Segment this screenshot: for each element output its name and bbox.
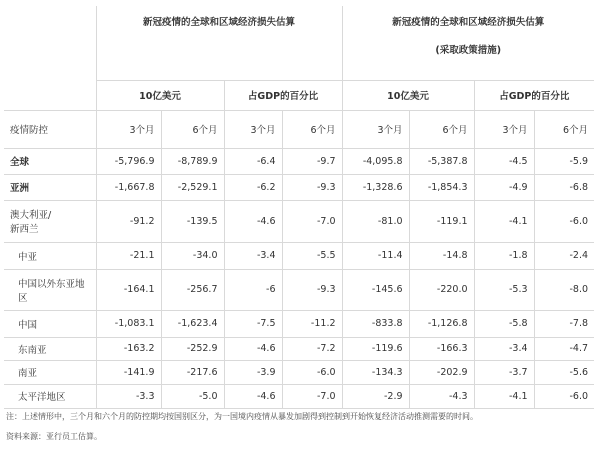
cell: -163.2: [96, 337, 161, 360]
cell: -5.8: [474, 310, 534, 337]
row-name-line1: 中国以外东亚地: [18, 278, 85, 290]
group1-usd-header: 10亿美元: [96, 80, 224, 110]
cell: -6.0: [534, 384, 594, 408]
cell: -145.6: [342, 269, 409, 310]
col-6m: 6个月: [282, 110, 342, 148]
cell: -6.0: [534, 200, 594, 242]
row-name-line2: 区: [18, 292, 28, 304]
cell: -139.5: [161, 200, 224, 242]
footnote-note: 注：上述情形中，三个月和六个月的防控期均按国别区分，为一国境内疫情从暴发加剧得到控制到开始恢复经济活动推测需要的时间。: [6, 412, 478, 421]
cell: -6: [224, 269, 282, 310]
cell: -8,789.9: [161, 148, 224, 174]
row-name: 全球: [4, 148, 96, 174]
table-row-southeast-asia: [4, 337, 594, 360]
cell: -256.7: [161, 269, 224, 310]
col-6m: 6个月: [409, 110, 474, 148]
table-row-central-asia: [4, 242, 594, 269]
col-3m: 3个月: [474, 110, 534, 148]
cell: -4,095.8: [342, 148, 409, 174]
cell: -134.3: [342, 360, 409, 384]
row-name: 太平洋地区: [4, 384, 96, 408]
row-name: 南亚: [4, 360, 96, 384]
cell: -7.0: [282, 200, 342, 242]
cell: -5.6: [534, 360, 594, 384]
cell: -3.9: [224, 360, 282, 384]
cell: -34.0: [161, 242, 224, 269]
cell: -4.1: [474, 384, 534, 408]
col-3m: 3个月: [224, 110, 282, 148]
group2-gdp-header: 占GDP的百分比: [474, 80, 594, 110]
cell: -81.0: [342, 200, 409, 242]
cell: -3.7: [474, 360, 534, 384]
cell: -119.1: [409, 200, 474, 242]
cell: -8.0: [534, 269, 594, 310]
header-row-periods: [4, 110, 594, 148]
cell: -9.3: [282, 174, 342, 200]
table-row-south-asia: [4, 360, 594, 384]
cell: -2.9: [342, 384, 409, 408]
cell: -5,387.8: [409, 148, 474, 174]
cell: -6.0: [282, 360, 342, 384]
row-name-line1: 澳大利亚/: [10, 210, 52, 221]
group2-subtitle: (采取政策措施): [342, 36, 594, 80]
cell: -4.6: [224, 200, 282, 242]
cell: -833.8: [342, 310, 409, 337]
cell: -3.3: [96, 384, 161, 408]
cell: -3.4: [474, 337, 534, 360]
row-name: 东南亚: [4, 337, 96, 360]
cell: -166.3: [409, 337, 474, 360]
group1-gdp-header: 占GDP的百分比: [224, 80, 342, 110]
row-name: 中亚: [4, 242, 96, 269]
cell: -7.0: [282, 384, 342, 408]
row-name: [4, 200, 96, 242]
table-row-china: [4, 310, 594, 337]
col-3m: 3个月: [342, 110, 409, 148]
cell: -7.8: [534, 310, 594, 337]
cell: -5.3: [474, 269, 534, 310]
cell: -252.9: [161, 337, 224, 360]
col-6m: 6个月: [534, 110, 594, 148]
cell: -1,126.8: [409, 310, 474, 337]
cell: -2,529.1: [161, 174, 224, 200]
cell: -217.6: [161, 360, 224, 384]
cell: -164.1: [96, 269, 161, 310]
row-name-line2: 新西兰: [10, 224, 39, 235]
cell: -7.5: [224, 310, 282, 337]
table-row-australia-nz: [4, 200, 594, 242]
cell: -5.5: [282, 242, 342, 269]
cell: -5.9: [534, 148, 594, 174]
cell: -11.2: [282, 310, 342, 337]
cell: -1,854.3: [409, 174, 474, 200]
cell: -1,667.8: [96, 174, 161, 200]
cell: -119.6: [342, 337, 409, 360]
group2-usd-header: 10亿美元: [342, 80, 474, 110]
cell: -141.9: [96, 360, 161, 384]
cell: -2.4: [534, 242, 594, 269]
loss-estimate-table: [4, 6, 594, 409]
cell: -1,083.1: [96, 310, 161, 337]
table-row-pacific: [4, 384, 594, 408]
cell: -4.9: [474, 174, 534, 200]
cell: -202.9: [409, 360, 474, 384]
cell: -9.3: [282, 269, 342, 310]
cell: -1,328.6: [342, 174, 409, 200]
group1-title-spacer: [96, 36, 342, 80]
row-name: 亚洲: [4, 174, 96, 200]
cell: -4.6: [224, 384, 282, 408]
cell: -91.2: [96, 200, 161, 242]
col-3m: 3个月: [96, 110, 161, 148]
table-row-asia: [4, 174, 594, 200]
table-row-east-asia-ex-china: [4, 269, 594, 310]
row-label-header: 疫情防控: [4, 110, 96, 148]
cell: -5,796.9: [96, 148, 161, 174]
cell: -4.6: [224, 337, 282, 360]
cell: -14.8: [409, 242, 474, 269]
cell: -4.3: [409, 384, 474, 408]
table-row-global: [4, 148, 594, 174]
header-corner: [4, 6, 96, 110]
footnote-source: 资料来源：亚行员工估算。: [6, 432, 102, 441]
group1-title: 新冠疫情的全球和区域经济损失估算: [96, 6, 342, 36]
row-name: [4, 269, 96, 310]
cell: -1,623.4: [161, 310, 224, 337]
cell: -7.2: [282, 337, 342, 360]
cell: -1.8: [474, 242, 534, 269]
cell: -220.0: [409, 269, 474, 310]
cell: -6.8: [534, 174, 594, 200]
cell: -9.7: [282, 148, 342, 174]
footnotes: [6, 411, 594, 451]
cell: -21.1: [96, 242, 161, 269]
cell: -6.4: [224, 148, 282, 174]
group2-title: 新冠疫情的全球和区域经济损失估算: [342, 6, 594, 36]
cell: -5.0: [161, 384, 224, 408]
cell: -4.7: [534, 337, 594, 360]
cell: -4.5: [474, 148, 534, 174]
cell: -4.1: [474, 200, 534, 242]
col-6m: 6个月: [161, 110, 224, 148]
cell: -6.2: [224, 174, 282, 200]
cell: -11.4: [342, 242, 409, 269]
row-name: 中国: [4, 310, 96, 337]
header-row-titles: [4, 6, 594, 36]
cell: -3.4: [224, 242, 282, 269]
